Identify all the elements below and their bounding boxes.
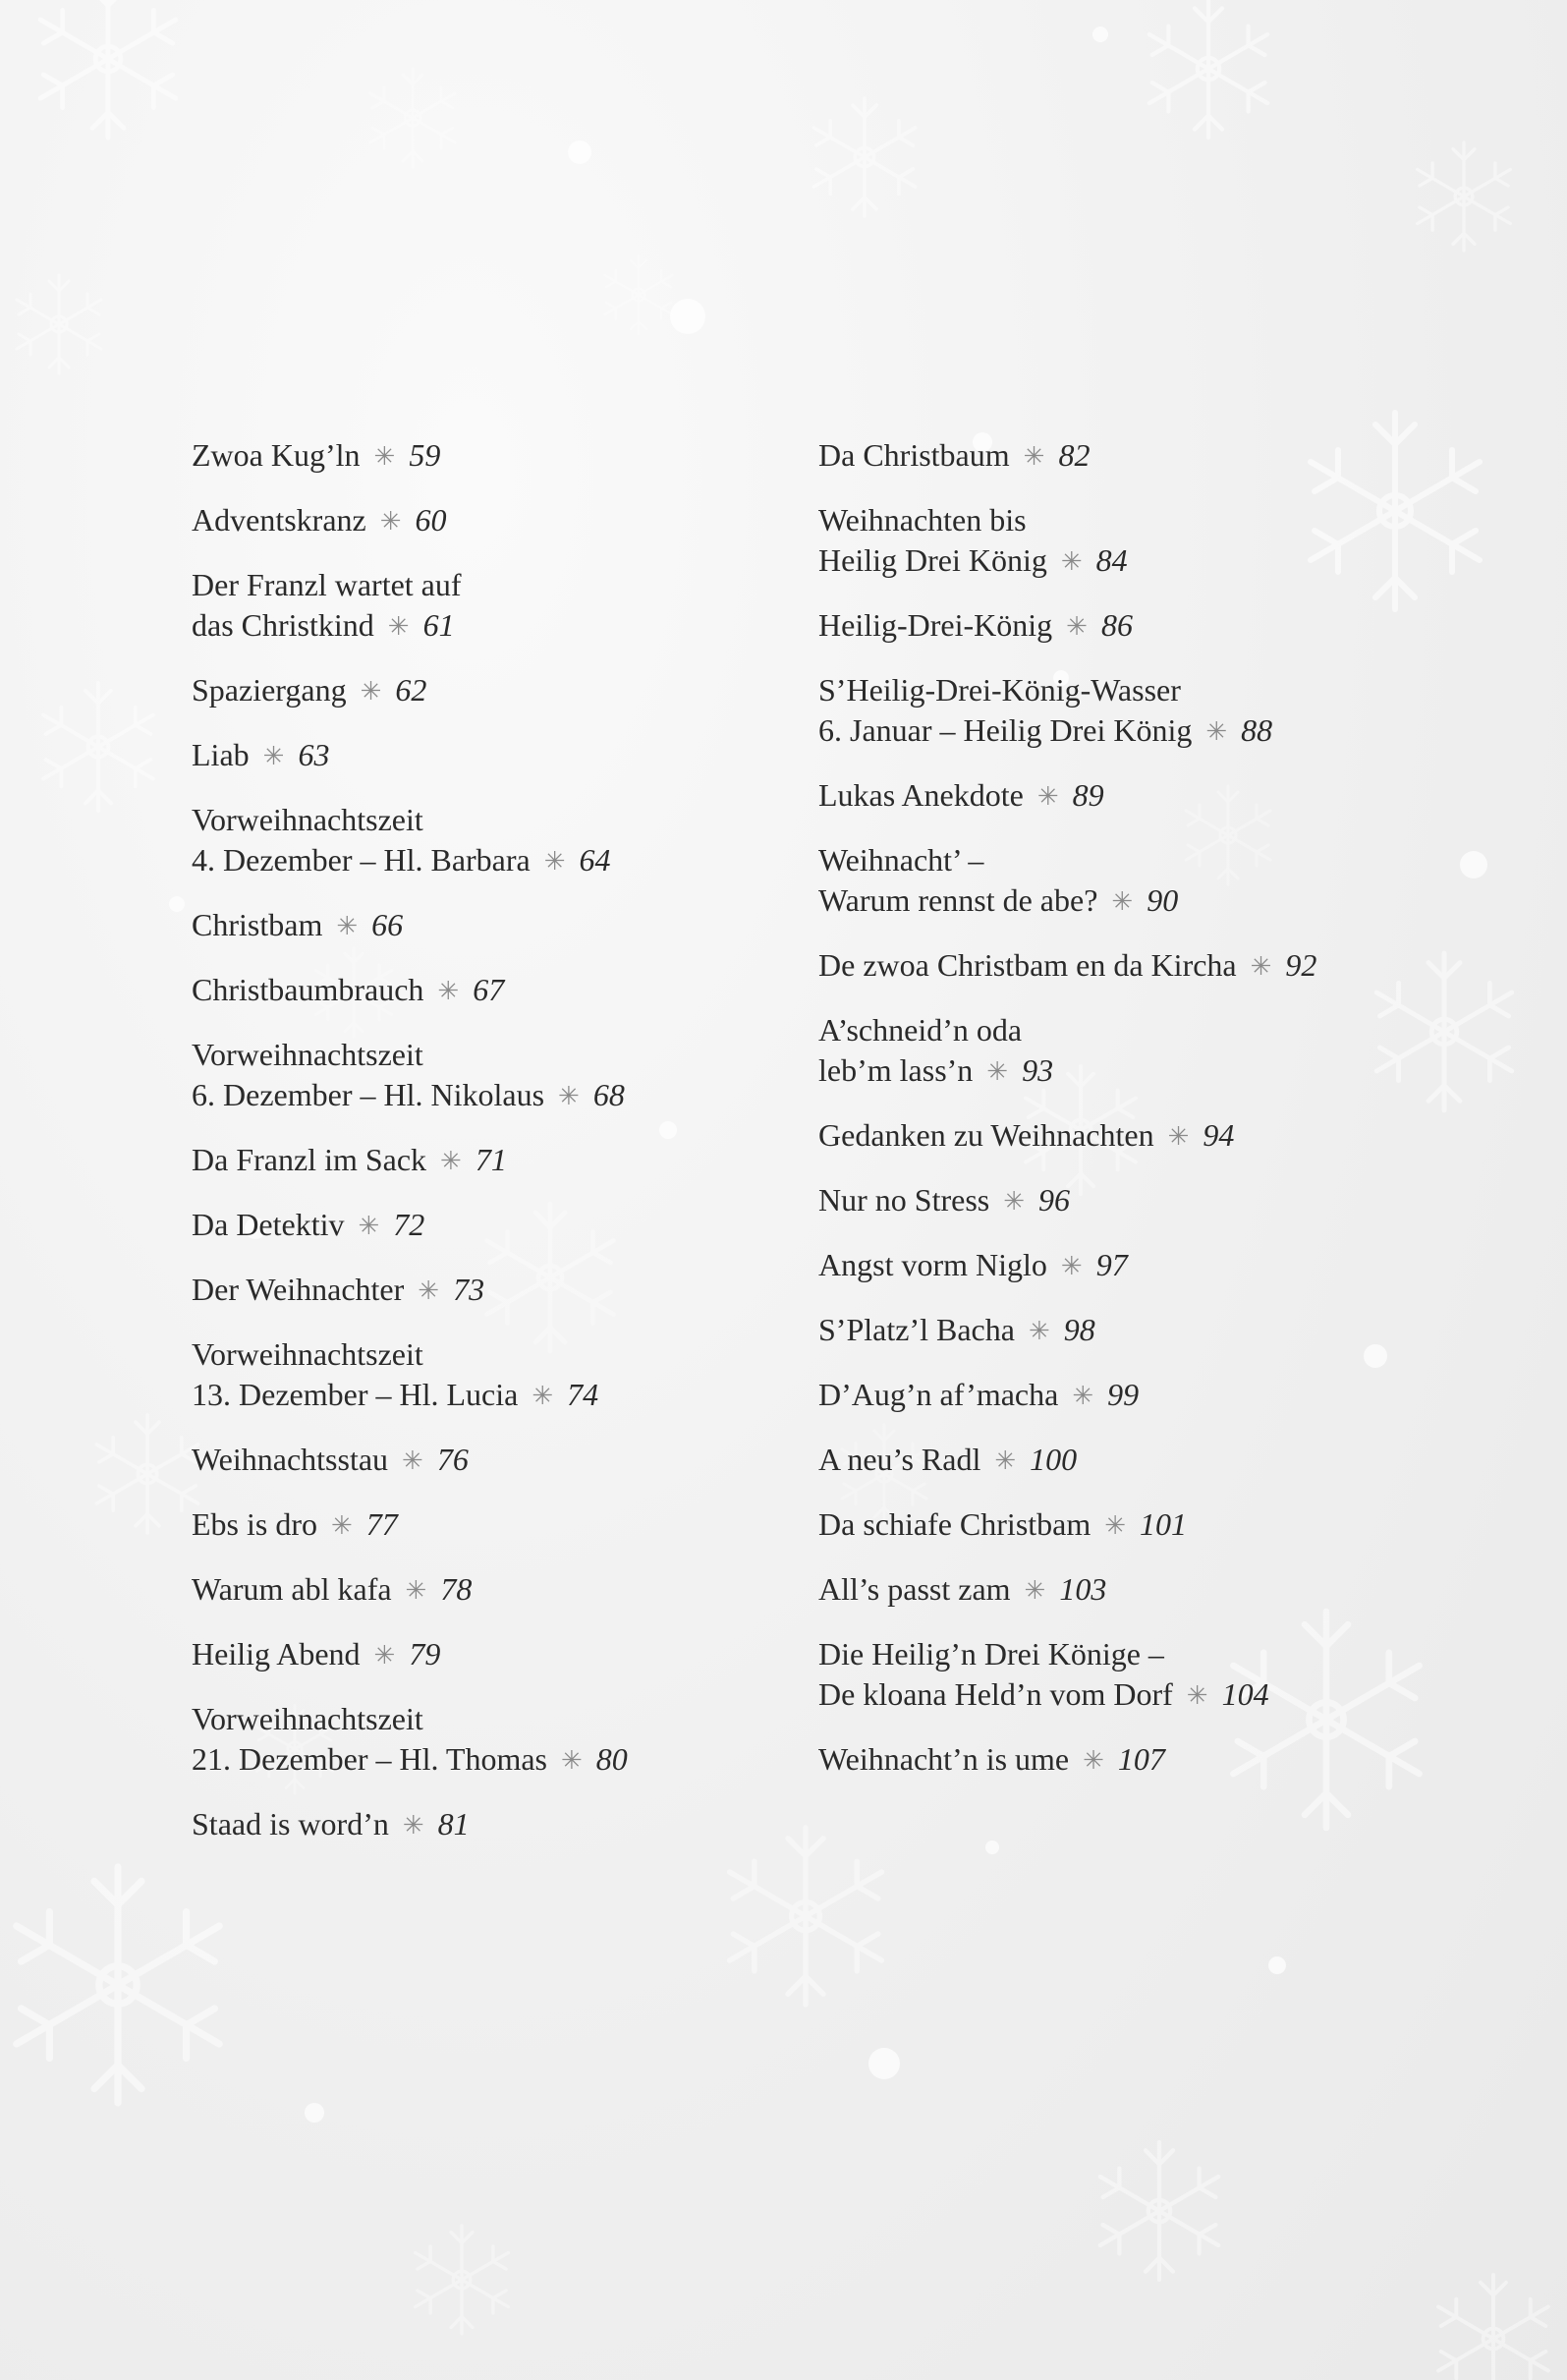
snowflake-icon: ✳ [1036, 782, 1059, 811]
toc-entry-title-line [192, 1739, 801, 1781]
toc-entry-title-text: De kloana Held’n vom Dorf [818, 1676, 1173, 1712]
snowflake-icon: ✳ [360, 677, 382, 706]
toc-page-number: 99 [1107, 1377, 1140, 1412]
toc-entry-title-line [818, 710, 1427, 752]
toc-entry-title-text: Spaziergang [192, 672, 347, 708]
toc-entry-title-text: Heilig Drei König [818, 542, 1047, 578]
toc-entry-title-line [818, 1504, 1427, 1546]
toc-entry-title-line [818, 1569, 1427, 1611]
toc-entry-title-line [192, 905, 801, 946]
toc-entry-title-line: Weihnachten bis [818, 502, 1027, 538]
snowflake-icon: ✳ [1023, 442, 1045, 471]
toc-entry [818, 775, 1427, 817]
toc-entry [192, 1205, 801, 1246]
toc-entry [192, 905, 801, 946]
toc-entry-title-text: Christbaumbrauch [192, 972, 424, 1007]
toc-entry [818, 1115, 1427, 1157]
snowflake-icon: ✳ [358, 1212, 380, 1240]
toc-entry [192, 500, 801, 541]
toc-entry-title-line [818, 1375, 1427, 1416]
toc-entry-title-text: A neu’s Radl [818, 1442, 981, 1477]
toc-entry-title-line [192, 1140, 801, 1181]
toc-entry-title-text: Weihnacht’n is ume [818, 1741, 1070, 1777]
toc-entry-title-text: Christbam [192, 907, 323, 942]
toc-page-number: 61 [422, 607, 455, 643]
toc-entry-title-text: Zwoa Kug’ln [192, 437, 361, 473]
snowflake-icon: ✳ [437, 977, 460, 1005]
toc-page-number: 98 [1063, 1312, 1095, 1347]
toc-page-number: 101 [1140, 1506, 1188, 1542]
toc-entry-title-text: Gedanken zu Weihnachten [818, 1117, 1154, 1153]
toc-entry [192, 435, 801, 477]
snowflake-icon: ✳ [379, 507, 402, 536]
toc-entry-title-line [818, 1440, 1427, 1481]
snowflake-icon: ✳ [262, 742, 285, 770]
toc-entry-title-text: Lukas Anekdote [818, 777, 1024, 813]
toc-entry [192, 1270, 801, 1311]
toc-page-number: 84 [1095, 542, 1128, 578]
toc-entry-title-line [818, 775, 1427, 817]
toc-entry-title-text: Nur no Stress [818, 1182, 990, 1218]
toc-entry [192, 1634, 801, 1675]
toc-entry [192, 970, 801, 1011]
toc-entry-title-text: Liab [192, 737, 250, 772]
snowflake-icon: ✳ [1060, 1252, 1083, 1280]
toc-page-number: 76 [436, 1442, 469, 1477]
toc-entry [192, 670, 801, 711]
toc-entry-title-line [192, 435, 801, 477]
snowflake-icon: ✳ [986, 1057, 1009, 1086]
toc-entry-title-text: 6. Januar – Heilig Drei König [818, 712, 1193, 748]
toc-entry-title-line [818, 1245, 1427, 1286]
toc-entry-title-line [192, 1440, 801, 1481]
toc-page-number: 73 [453, 1272, 485, 1307]
snowflake-icon: ✳ [543, 847, 566, 876]
toc-page-number: 89 [1072, 777, 1104, 813]
toc-entry-title-text: Warum rennst de abe? [818, 882, 1098, 918]
toc-entry [818, 1504, 1427, 1546]
toc-entry [192, 1334, 801, 1416]
toc-entry-title-line [818, 1180, 1427, 1221]
snowflake-icon: ✳ [387, 612, 410, 641]
toc-page-number: 103 [1059, 1571, 1107, 1607]
toc-page-number: 71 [475, 1142, 507, 1177]
toc-page-number: 78 [440, 1571, 473, 1607]
toc-entry [818, 1634, 1427, 1716]
toc-entry-title-line [192, 1270, 801, 1311]
toc-entry [192, 1140, 801, 1181]
snowflake-icon: ✳ [1205, 717, 1228, 746]
toc-entry-title-text: Ebs is dro [192, 1506, 317, 1542]
toc-entry-title-text: Adventskranz [192, 502, 366, 538]
toc-entry [192, 565, 801, 647]
snowflake-icon: ✳ [373, 1641, 396, 1670]
toc-page-number: 92 [1285, 947, 1317, 983]
toc-column-right [818, 435, 1427, 1804]
snowflake-icon: ✳ [418, 1276, 440, 1305]
toc-page-number: 82 [1058, 437, 1091, 473]
toc-entry [192, 1699, 801, 1781]
toc-page-number: 81 [437, 1806, 470, 1842]
toc-entry-title-line [818, 540, 1427, 582]
toc-entry-title-text: Angst vorm Niglo [818, 1247, 1047, 1282]
toc-page-number: 79 [409, 1636, 441, 1672]
toc-entry-title-line: Vorweihnachtszeit [192, 1336, 423, 1372]
toc-entry [818, 435, 1427, 477]
snowflake-icon: ✳ [402, 1811, 424, 1840]
toc-entry-title-text: Warum abl kafa [192, 1571, 392, 1607]
toc-entry-title-text: das Christkind [192, 607, 374, 643]
snowflake-icon: ✳ [1250, 952, 1272, 981]
toc-page-number: 77 [365, 1506, 398, 1542]
toc-entry [192, 1035, 801, 1116]
toc-entry-title-line: Weihnacht’ – [818, 842, 984, 878]
snowflake-icon: ✳ [336, 912, 359, 940]
toc-entry-title-line: A’schneid’n oda [818, 1012, 1023, 1048]
toc-entry [818, 1245, 1427, 1286]
toc-entry-title-text: Da Franzl im Sack [192, 1142, 427, 1177]
toc-entry [818, 1375, 1427, 1416]
toc-entry-title-line [818, 1310, 1427, 1351]
toc-entry-title-line: S’Heilig-Drei-König-Wasser [818, 672, 1181, 708]
toc-page-number: 104 [1221, 1676, 1269, 1712]
toc-entry-title-line [192, 1375, 801, 1416]
toc-entry-title-text: 21. Dezember – Hl. Thomas [192, 1741, 547, 1777]
toc-entry-title-line: Vorweihnachtszeit [192, 1037, 423, 1072]
toc-entry-title-line [818, 1050, 1427, 1092]
toc-page-number: 90 [1147, 882, 1179, 918]
toc-page-number: 107 [1117, 1741, 1165, 1777]
toc-entry-title-line [192, 1634, 801, 1675]
toc-entry-title-text: Heilig Abend [192, 1636, 361, 1672]
toc-page-number: 64 [579, 842, 611, 878]
toc-entry [818, 1010, 1427, 1092]
toc-entry-title-line [818, 1115, 1427, 1157]
toc-entry [192, 1440, 801, 1481]
toc-entry [818, 1440, 1427, 1481]
toc-entry-title-text: Heilig-Drei-König [818, 607, 1053, 643]
toc-entry [818, 500, 1427, 582]
snowflake-icon: ✳ [1028, 1317, 1050, 1345]
toc-entry-title-text: Der Weihnachter [192, 1272, 405, 1307]
snowflake-icon: ✳ [373, 442, 396, 471]
toc-entry-title-line [192, 1075, 801, 1116]
toc-entry-title-line [192, 605, 801, 647]
toc-column-left [192, 435, 801, 1869]
toc-page-number: 93 [1022, 1052, 1054, 1088]
toc-entry-title-line [818, 605, 1427, 647]
toc-entry-title-line: Vorweihnachtszeit [192, 1701, 423, 1736]
toc-page-number: 62 [395, 672, 427, 708]
toc-entry [192, 800, 801, 881]
toc-page-number: 72 [393, 1207, 425, 1242]
snowflake-icon: ✳ [560, 1746, 583, 1775]
toc-page-number: 63 [298, 737, 330, 772]
toc-entry-title-line [192, 670, 801, 711]
toc-entry [192, 1569, 801, 1611]
snowflake-icon: ✳ [1060, 547, 1083, 576]
toc-entry-title-line [192, 1205, 801, 1246]
snowflake-icon: ✳ [1186, 1681, 1208, 1710]
toc-entry [818, 1569, 1427, 1611]
toc-page-number: 97 [1095, 1247, 1128, 1282]
toc-page-number: 88 [1241, 712, 1273, 748]
toc-page-number: 67 [473, 972, 505, 1007]
snowflake-icon: ✳ [994, 1446, 1017, 1475]
toc-entry-title-text: leb’m lass’n [818, 1052, 974, 1088]
toc-entry [818, 1180, 1427, 1221]
toc-page-number: 80 [595, 1741, 628, 1777]
toc-page-number: 68 [592, 1077, 625, 1112]
toc-page-number: 94 [1203, 1117, 1235, 1153]
toc-entry [818, 605, 1427, 647]
toc-entry-title-text: S’Platz’l Bacha [818, 1312, 1015, 1347]
toc-entry-title-text: Da Detektiv [192, 1207, 345, 1242]
toc-entry-title-text: De zwoa Christbam en da Kircha [818, 947, 1237, 983]
toc-entry-title-line [818, 435, 1427, 477]
toc-entry-title-text: Da Christbaum [818, 437, 1010, 473]
toc-entry-title-text: 6. Dezember – Hl. Nikolaus [192, 1077, 545, 1112]
toc-page-number: 59 [409, 437, 441, 473]
toc-page-number: 86 [1100, 607, 1133, 643]
snowflake-icon: ✳ [558, 1082, 580, 1110]
toc-entry-title-text: Da schiafe Christbam [818, 1506, 1091, 1542]
snowflake-icon: ✳ [1003, 1187, 1026, 1216]
toc-page-number: 66 [371, 907, 404, 942]
snowflake-icon: ✳ [1104, 1511, 1127, 1540]
snowflake-icon: ✳ [532, 1382, 554, 1410]
toc-entry-title-line [192, 1804, 801, 1845]
toc-entry-title-text: All’s passt zam [818, 1571, 1011, 1607]
snowflake-icon: ✳ [331, 1511, 353, 1540]
toc-entry-title-line [818, 1674, 1427, 1716]
toc-entry [192, 1504, 801, 1546]
toc-entry-title-line [192, 735, 801, 776]
snowflake-icon: ✳ [1072, 1382, 1094, 1410]
toc-page-number: 60 [415, 502, 447, 538]
toc-entry-title-line [192, 500, 801, 541]
toc-page-number: 100 [1030, 1442, 1078, 1477]
toc-entry-title-line [192, 1569, 801, 1611]
snowflake-icon: ✳ [1167, 1122, 1190, 1151]
toc-entry [818, 1310, 1427, 1351]
toc-entry-title-line: Vorweihnachtszeit [192, 802, 423, 837]
toc-entry-title-text: D’Aug’n af’macha [818, 1377, 1059, 1412]
toc-page-number: 96 [1038, 1182, 1071, 1218]
toc-entry-title-line [192, 970, 801, 1011]
snowflake-icon: ✳ [1111, 887, 1134, 916]
toc-entry-title-line [818, 880, 1427, 922]
toc-entry [818, 945, 1427, 987]
snowflake-icon: ✳ [1083, 1746, 1104, 1775]
toc-entry [192, 735, 801, 776]
toc-entry-title-line: Die Heilig’n Drei Könige – [818, 1636, 1164, 1672]
toc-entry-title-line [192, 1504, 801, 1546]
toc-entry [818, 1739, 1427, 1781]
toc-entry-title-line: Der Franzl wartet auf [192, 567, 462, 602]
toc-entry-title-text: 13. Dezember – Hl. Lucia [192, 1377, 519, 1412]
toc-entry [818, 670, 1427, 752]
snowflake-icon: ✳ [402, 1446, 423, 1475]
snowflake-icon: ✳ [405, 1576, 427, 1605]
snowflake-icon: ✳ [440, 1147, 462, 1175]
toc-entry-title-line [818, 1739, 1427, 1781]
toc-page-number: 74 [567, 1377, 599, 1412]
snowflake-icon: ✳ [1024, 1576, 1046, 1605]
toc-entry-title-text: Staad is word’n [192, 1806, 389, 1842]
toc-entry [192, 1804, 801, 1845]
toc-entry [818, 840, 1427, 922]
snowflake-icon: ✳ [1066, 612, 1088, 641]
toc-entry-title-text: 4. Dezember – Hl. Barbara [192, 842, 531, 878]
toc-entry-title-line [818, 945, 1427, 987]
toc-entry-title-line [192, 840, 801, 881]
toc-entry-title-text: Weihnachtsstau [192, 1442, 389, 1477]
